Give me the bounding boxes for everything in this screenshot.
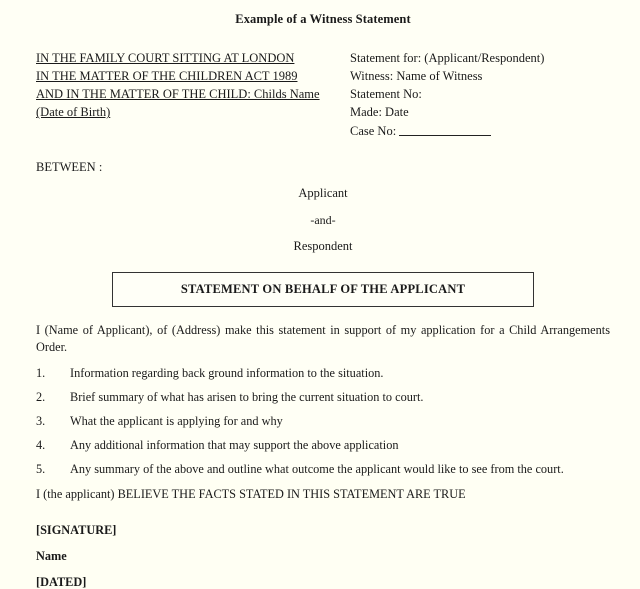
case-no-row: [350, 122, 610, 140]
list-item-number: 1.: [36, 366, 46, 381]
name-label: Name: [36, 549, 67, 564]
statement-points-list: [36, 365, 610, 478]
list-item: [36, 437, 610, 454]
list-item-text: Information regarding back ground information to the situation.: [70, 366, 384, 381]
list-item: [36, 461, 610, 478]
case-no-label: Case No:: [350, 123, 397, 138]
between-label: BETWEEN :: [36, 159, 103, 174]
list-item-number: 4.: [36, 437, 46, 452]
court-heading-line-2: IN THE MATTER OF THE CHILDREN ACT 1989: [36, 69, 298, 84]
document-header: [36, 49, 610, 140]
statement-no: Statement No:: [350, 87, 422, 102]
court-heading: [36, 49, 336, 122]
list-item: [36, 389, 610, 406]
court-heading-line-1: IN THE FAMILY COURT SITTING AT LONDON: [36, 51, 295, 65]
witness-name: Witness: Name of Witness: [350, 69, 483, 84]
list-item-number: 2.: [36, 390, 46, 404]
intro-paragraph: I (Name of Applicant), of (Address) make this statement in support of my application for a Child Arrangements Order.: [36, 322, 610, 354]
party-and: -and-: [310, 212, 336, 227]
signature-block: [36, 524, 610, 589]
page-title: Example of a Witness Statement: [235, 12, 411, 26]
court-heading-line-3: AND IN THE MATTER OF THE CHILD: Childs Name (Date of Birth): [36, 87, 320, 120]
list-item-number: 5.: [36, 461, 46, 476]
case-details: [336, 49, 610, 140]
list-item-text: Brief summary of what has arisen to bring the current situation to court.: [70, 390, 424, 404]
case-no-blank-line: [399, 123, 491, 136]
party-respondent: Respondent: [293, 238, 353, 253]
signature-label: [SIGNATURE]: [36, 522, 117, 537]
made-date: Made: Date: [350, 105, 409, 120]
belief-statement: I (the applicant) BELIEVE THE FACTS STATED IN THIS STATEMENT ARE TRUE: [36, 486, 466, 501]
list-item: [36, 365, 610, 382]
statement-for: Statement for: (Applicant/Respondent): [350, 51, 545, 65]
dated-label: [DATED]: [36, 575, 87, 589]
party-applicant: Applicant: [298, 185, 348, 200]
list-item: [36, 413, 610, 430]
list-item-text: What the applicant is applying for and why: [70, 413, 283, 428]
statement-title-box: STATEMENT ON BEHALF OF THE APPLICANT: [112, 272, 534, 307]
list-item-text: Any summary of the above and outline what outcome the applicant would like to see from the court.: [70, 461, 564, 476]
list-item-text: Any additional information that may support the above application: [70, 437, 399, 452]
list-item-number: 3.: [36, 413, 46, 428]
